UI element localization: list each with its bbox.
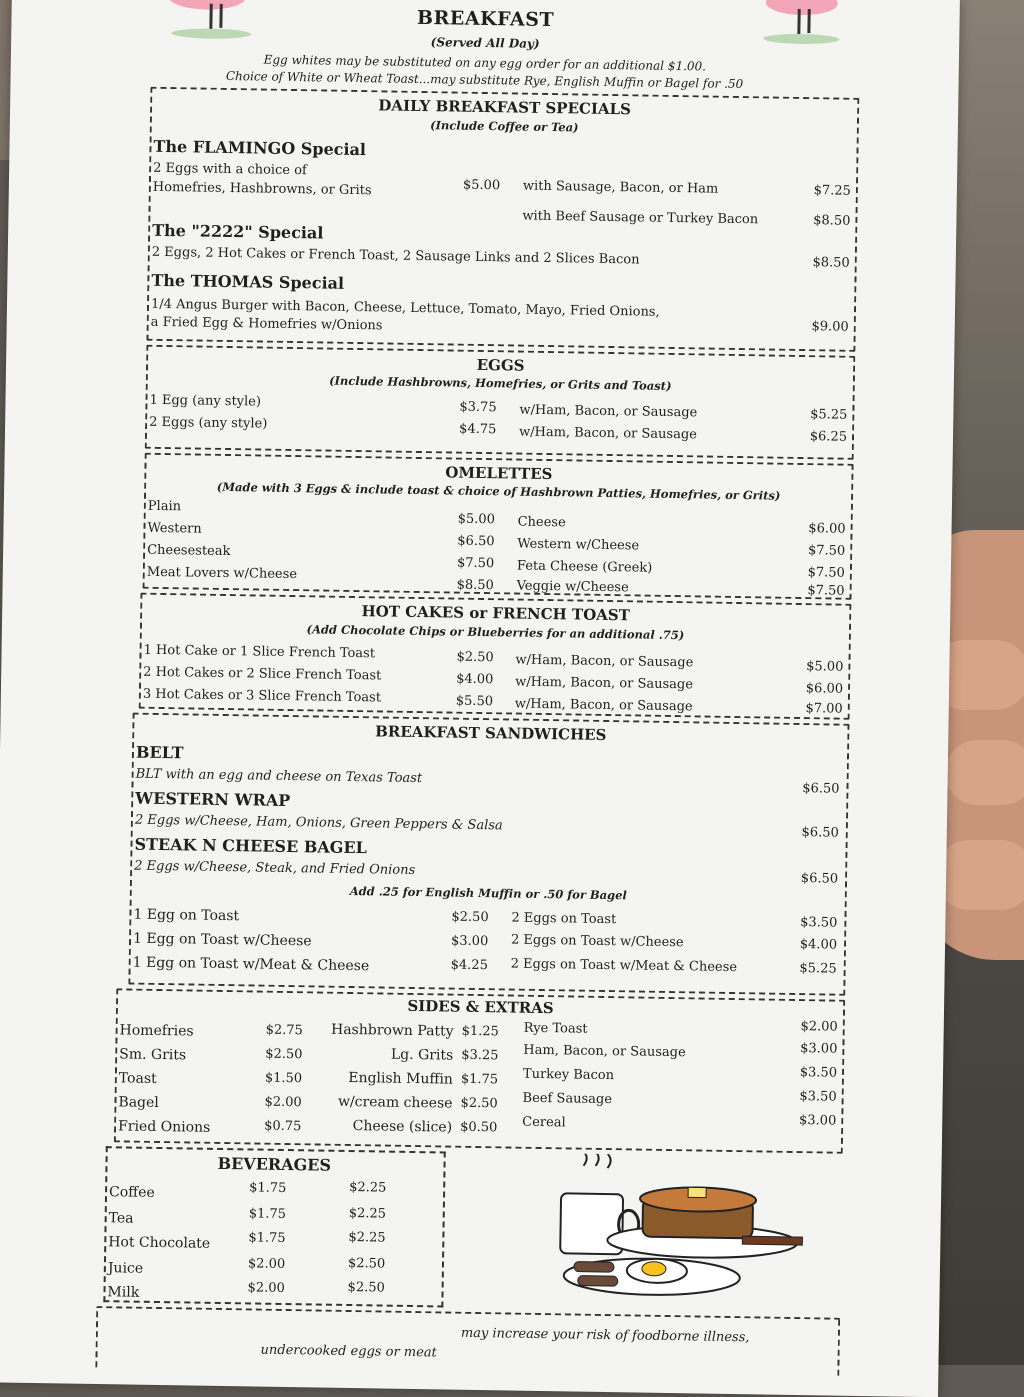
hotcake-item-option-price: $7.00: [805, 701, 843, 717]
sandwich-price: $6.50: [802, 781, 840, 797]
side-price: $2.00: [800, 1019, 838, 1035]
side-name: Cereal: [522, 1114, 566, 1131]
hotcake-item-option-price: $6.00: [805, 681, 844, 697]
foodborne-warning: may increase your risk of foodborne illness,: [460, 1325, 750, 1346]
beverage-small-price: $2.00: [247, 1280, 285, 1296]
beverage-large-price: $2.50: [347, 1279, 385, 1296]
egg-item-name: 2 Eggs (any style): [149, 414, 268, 432]
beverage-small-price: $1.75: [248, 1206, 287, 1223]
omelette-price: $8.50: [456, 577, 494, 594]
omelette-option-price: $7.50: [807, 583, 845, 599]
section-subheading: (Made with 3 Eggs & include toast & choice of Hashbrown Patties, Homefries, or Grits): [216, 479, 781, 503]
egg-toast-option: 2 Eggs on Toast w/Cheese: [510, 932, 684, 951]
omelette-name: Meat Lovers w/Cheese: [146, 564, 298, 583]
sandwiches-section: [128, 713, 849, 996]
section-heading: HOT CAKES or FRENCH TOAST: [361, 602, 630, 625]
pancake-breakfast-illustration: [551, 1153, 823, 1307]
sandwich-desc: BLT with an egg and cheese on Texas Toast: [135, 766, 423, 787]
side-price: $2.00: [264, 1094, 302, 1111]
egg-white-note: Egg whites may be substituted on any egg order for an additional $1.00.: [263, 52, 707, 74]
side-price: $2.75: [265, 1022, 303, 1039]
flamingo-special-price: $5.00: [462, 177, 501, 194]
flamingo-special-name: The FLAMINGO Special: [153, 136, 367, 160]
omelette-name: Cheesesteak: [147, 542, 231, 560]
sandwich-add-note: Add .25 for English Muffin or .50 for Bagel: [349, 883, 627, 903]
side-name: Lg. Grits: [390, 1046, 454, 1064]
sandwich-name: BELT: [135, 742, 184, 763]
flamingo-special-desc: Homefries, Hashbrowns, or Grits: [152, 179, 372, 199]
specials-section: [146, 87, 859, 352]
side-name: Sm. Grits: [119, 1046, 187, 1064]
beverages-section: [103, 1146, 445, 1307]
flamingo-special-desc: 2 Eggs with a choice of: [153, 160, 307, 179]
side-price: $1.25: [461, 1023, 499, 1040]
flamingo-option: with Sausage, Bacon, or Ham: [522, 178, 719, 197]
beverage-small-price: $2.00: [247, 1256, 286, 1273]
hotcake-item-name: 3 Hot Cakes or 3 Slice French Toast: [142, 686, 382, 706]
omelette-option-price: $7.50: [807, 543, 846, 559]
section-heading: SIDES & EXTRAS: [407, 996, 554, 1018]
side-price: $2.50: [460, 1095, 498, 1112]
egg-toast-name: 1 Egg on Toast w/Cheese: [132, 930, 312, 950]
eggs-section: [145, 345, 856, 460]
egg-item-option-price: $5.25: [810, 407, 848, 423]
hand-finger: [935, 840, 1024, 910]
beverage-name: Tea: [108, 1210, 134, 1227]
menu-title: BREAKFAST: [416, 6, 555, 32]
2222-special-desc: 2 Eggs, 2 Hot Cakes or French Toast, 2 Sausage Links and 2 Slices Bacon: [151, 244, 640, 268]
beverage-small-price: $1.75: [249, 1180, 287, 1197]
side-name: Turkey Bacon: [522, 1066, 615, 1084]
section-subheading: (Add Chocolate Chips or Blueberries for an additional .75): [306, 622, 685, 643]
2222-special-price: $8.50: [812, 255, 850, 271]
side-price: $2.50: [265, 1046, 303, 1063]
side-name: Bagel: [118, 1094, 159, 1111]
beverage-large-price: $2.25: [348, 1229, 386, 1246]
omelette-price: $6.50: [457, 533, 495, 550]
hotcake-item-option-price: $5.00: [806, 659, 844, 675]
hotcake-item-price: $2.50: [456, 649, 494, 666]
side-name: Hashbrown Patty: [330, 1021, 454, 1040]
section-subheading: (Include Coffee or Tea): [430, 118, 579, 135]
beverage-large-price: $2.25: [348, 1205, 387, 1222]
section-heading: DAILY BREAKFAST SPECIALS: [378, 96, 632, 119]
omelette-option: Feta Cheese (Greek): [516, 558, 653, 576]
beverage-large-price: $2.25: [349, 1179, 387, 1196]
hotcake-item-option: w/Ham, Bacon, or Sausage: [515, 674, 694, 693]
egg-item-price: $3.75: [459, 399, 497, 416]
thomas-special-desc: a Fried Egg & Homefries w/Onions: [150, 314, 383, 334]
egg-toast-option-price: $5.25: [799, 961, 837, 977]
side-name: Beef Sausage: [522, 1090, 613, 1108]
side-name: Fried Onions: [117, 1118, 211, 1136]
egg-item-option: w/Ham, Bacon, or Sausage: [519, 402, 698, 421]
sandwich-name: STEAK N CHEESE BAGEL: [134, 834, 368, 858]
egg-toast-option-price: $4.00: [799, 937, 838, 953]
side-name: English Muffin: [348, 1069, 454, 1088]
egg-toast-price: $2.50: [451, 909, 489, 926]
egg-toast-option: 2 Eggs on Toast: [511, 910, 617, 928]
omelette-option-price: $7.50: [807, 565, 846, 581]
omelettes-section: [143, 453, 854, 600]
omelette-option: Western w/Cheese: [517, 536, 640, 554]
egg-item-option-price: $6.25: [809, 429, 848, 445]
egg-toast-option-price: $3.50: [800, 915, 838, 931]
sides-section: [114, 988, 845, 1153]
sandwich-desc: 2 Eggs w/Cheese, Steak, and Fried Onions: [134, 858, 416, 878]
served-all-day: (Served All Day): [430, 35, 540, 51]
thomas-special-desc: 1/4 Angus Burger with Bacon, Cheese, Lettuce, Tomato, Mayo, Fried Onions,: [150, 296, 660, 320]
foodborne-warning: undercooked eggs or meat: [260, 1342, 437, 1361]
thomas-special-price: $9.00: [811, 319, 849, 335]
side-price: $0.75: [264, 1118, 302, 1135]
side-price: $1.75: [460, 1071, 499, 1088]
egg-toast-price: $4.25: [450, 957, 489, 974]
side-name: Cheese (slice): [352, 1118, 453, 1136]
beverage-name: Coffee: [108, 1184, 155, 1201]
hotcake-item-name: 2 Hot Cakes or 2 Slice French Toast: [143, 664, 382, 684]
egg-item-name: 1 Egg (any style): [149, 392, 262, 410]
side-price: $0.50: [460, 1119, 498, 1136]
hotcake-item-price: $5.50: [455, 693, 494, 710]
side-price: $1.50: [264, 1070, 303, 1087]
side-price: $3.00: [798, 1113, 837, 1129]
side-name: w/cream cheese: [337, 1093, 453, 1112]
side-price: $3.50: [799, 1065, 838, 1081]
egg-toast-name: 1 Egg on Toast w/Meat & Cheese: [132, 954, 370, 975]
hotcake-item-name: 1 Hot Cake or 1 Slice French Toast: [143, 642, 376, 662]
side-price: $3.50: [799, 1089, 837, 1105]
egg-toast-option: 2 Eggs on Toast w/Meat & Cheese: [510, 956, 738, 976]
section-heading: OMELETTES: [445, 463, 553, 484]
egg-toast-price: $3.00: [450, 933, 489, 950]
thomas-special-name: The THOMAS Special: [151, 270, 345, 293]
side-name: Ham, Bacon, or Sausage: [523, 1042, 686, 1061]
flamingo-option: with Beef Sausage or Turkey Bacon: [522, 208, 759, 228]
side-name: Rye Toast: [523, 1020, 588, 1037]
sandwich-desc: 2 Eggs w/Cheese, Ham, Onions, Green Peppers & Salsa: [134, 812, 503, 834]
omelette-option: Veggie w/Cheese: [516, 578, 629, 596]
omelette-option-price: $6.00: [808, 521, 846, 537]
omelette-price: $5.00: [457, 511, 496, 528]
hotcakes-section: [139, 593, 852, 720]
hotcake-item-option: w/Ham, Bacon, or Sausage: [514, 696, 693, 715]
egg-toast-name: 1 Egg on Toast: [133, 906, 240, 925]
beverage-small-price: $1.75: [248, 1230, 286, 1247]
flamingo-option-price: $7.25: [813, 183, 852, 199]
side-price: $3.25: [461, 1047, 499, 1064]
side-price: $3.00: [800, 1041, 838, 1057]
hotcake-item-price: $4.00: [456, 671, 494, 688]
toast-note: Choice of White or Wheat Toast...may substitute Rye, English Muffin or Bagel for .50: [225, 68, 744, 92]
beverage-large-price: $2.50: [347, 1255, 386, 1272]
sandwich-name: WESTERN WRAP: [135, 788, 291, 811]
side-name: Homefries: [119, 1022, 194, 1040]
omelette-option: Cheese: [517, 514, 566, 531]
2222-special-name: The "2222" Special: [152, 220, 324, 243]
omelette-name: Plain: [147, 498, 182, 515]
omelette-name: Western: [147, 520, 202, 537]
side-name: Toast: [118, 1070, 157, 1087]
beverage-name: Juice: [107, 1260, 144, 1277]
section-heading: EGGS: [476, 355, 525, 375]
egg-item-option: w/Ham, Bacon, or Sausage: [518, 424, 698, 443]
hotcake-item-option: w/Ham, Bacon, or Sausage: [515, 652, 694, 671]
section-heading: BREAKFAST SANDWICHES: [375, 722, 607, 744]
beverage-name: Hot Chocolate: [108, 1234, 211, 1252]
beverage-name: Milk: [107, 1284, 140, 1301]
egg-item-price: $4.75: [458, 421, 497, 438]
hand-finger: [945, 740, 1024, 805]
flamingo-option-price: $8.50: [813, 213, 851, 229]
sandwich-price: $6.50: [800, 871, 839, 887]
section-heading: BEVERAGES: [217, 1153, 332, 1175]
sandwich-price: $6.50: [801, 825, 839, 841]
omelette-price: $7.50: [456, 555, 495, 572]
section-subheading: (Include Hashbrowns, Homefries, or Grits and Toast): [329, 373, 672, 393]
